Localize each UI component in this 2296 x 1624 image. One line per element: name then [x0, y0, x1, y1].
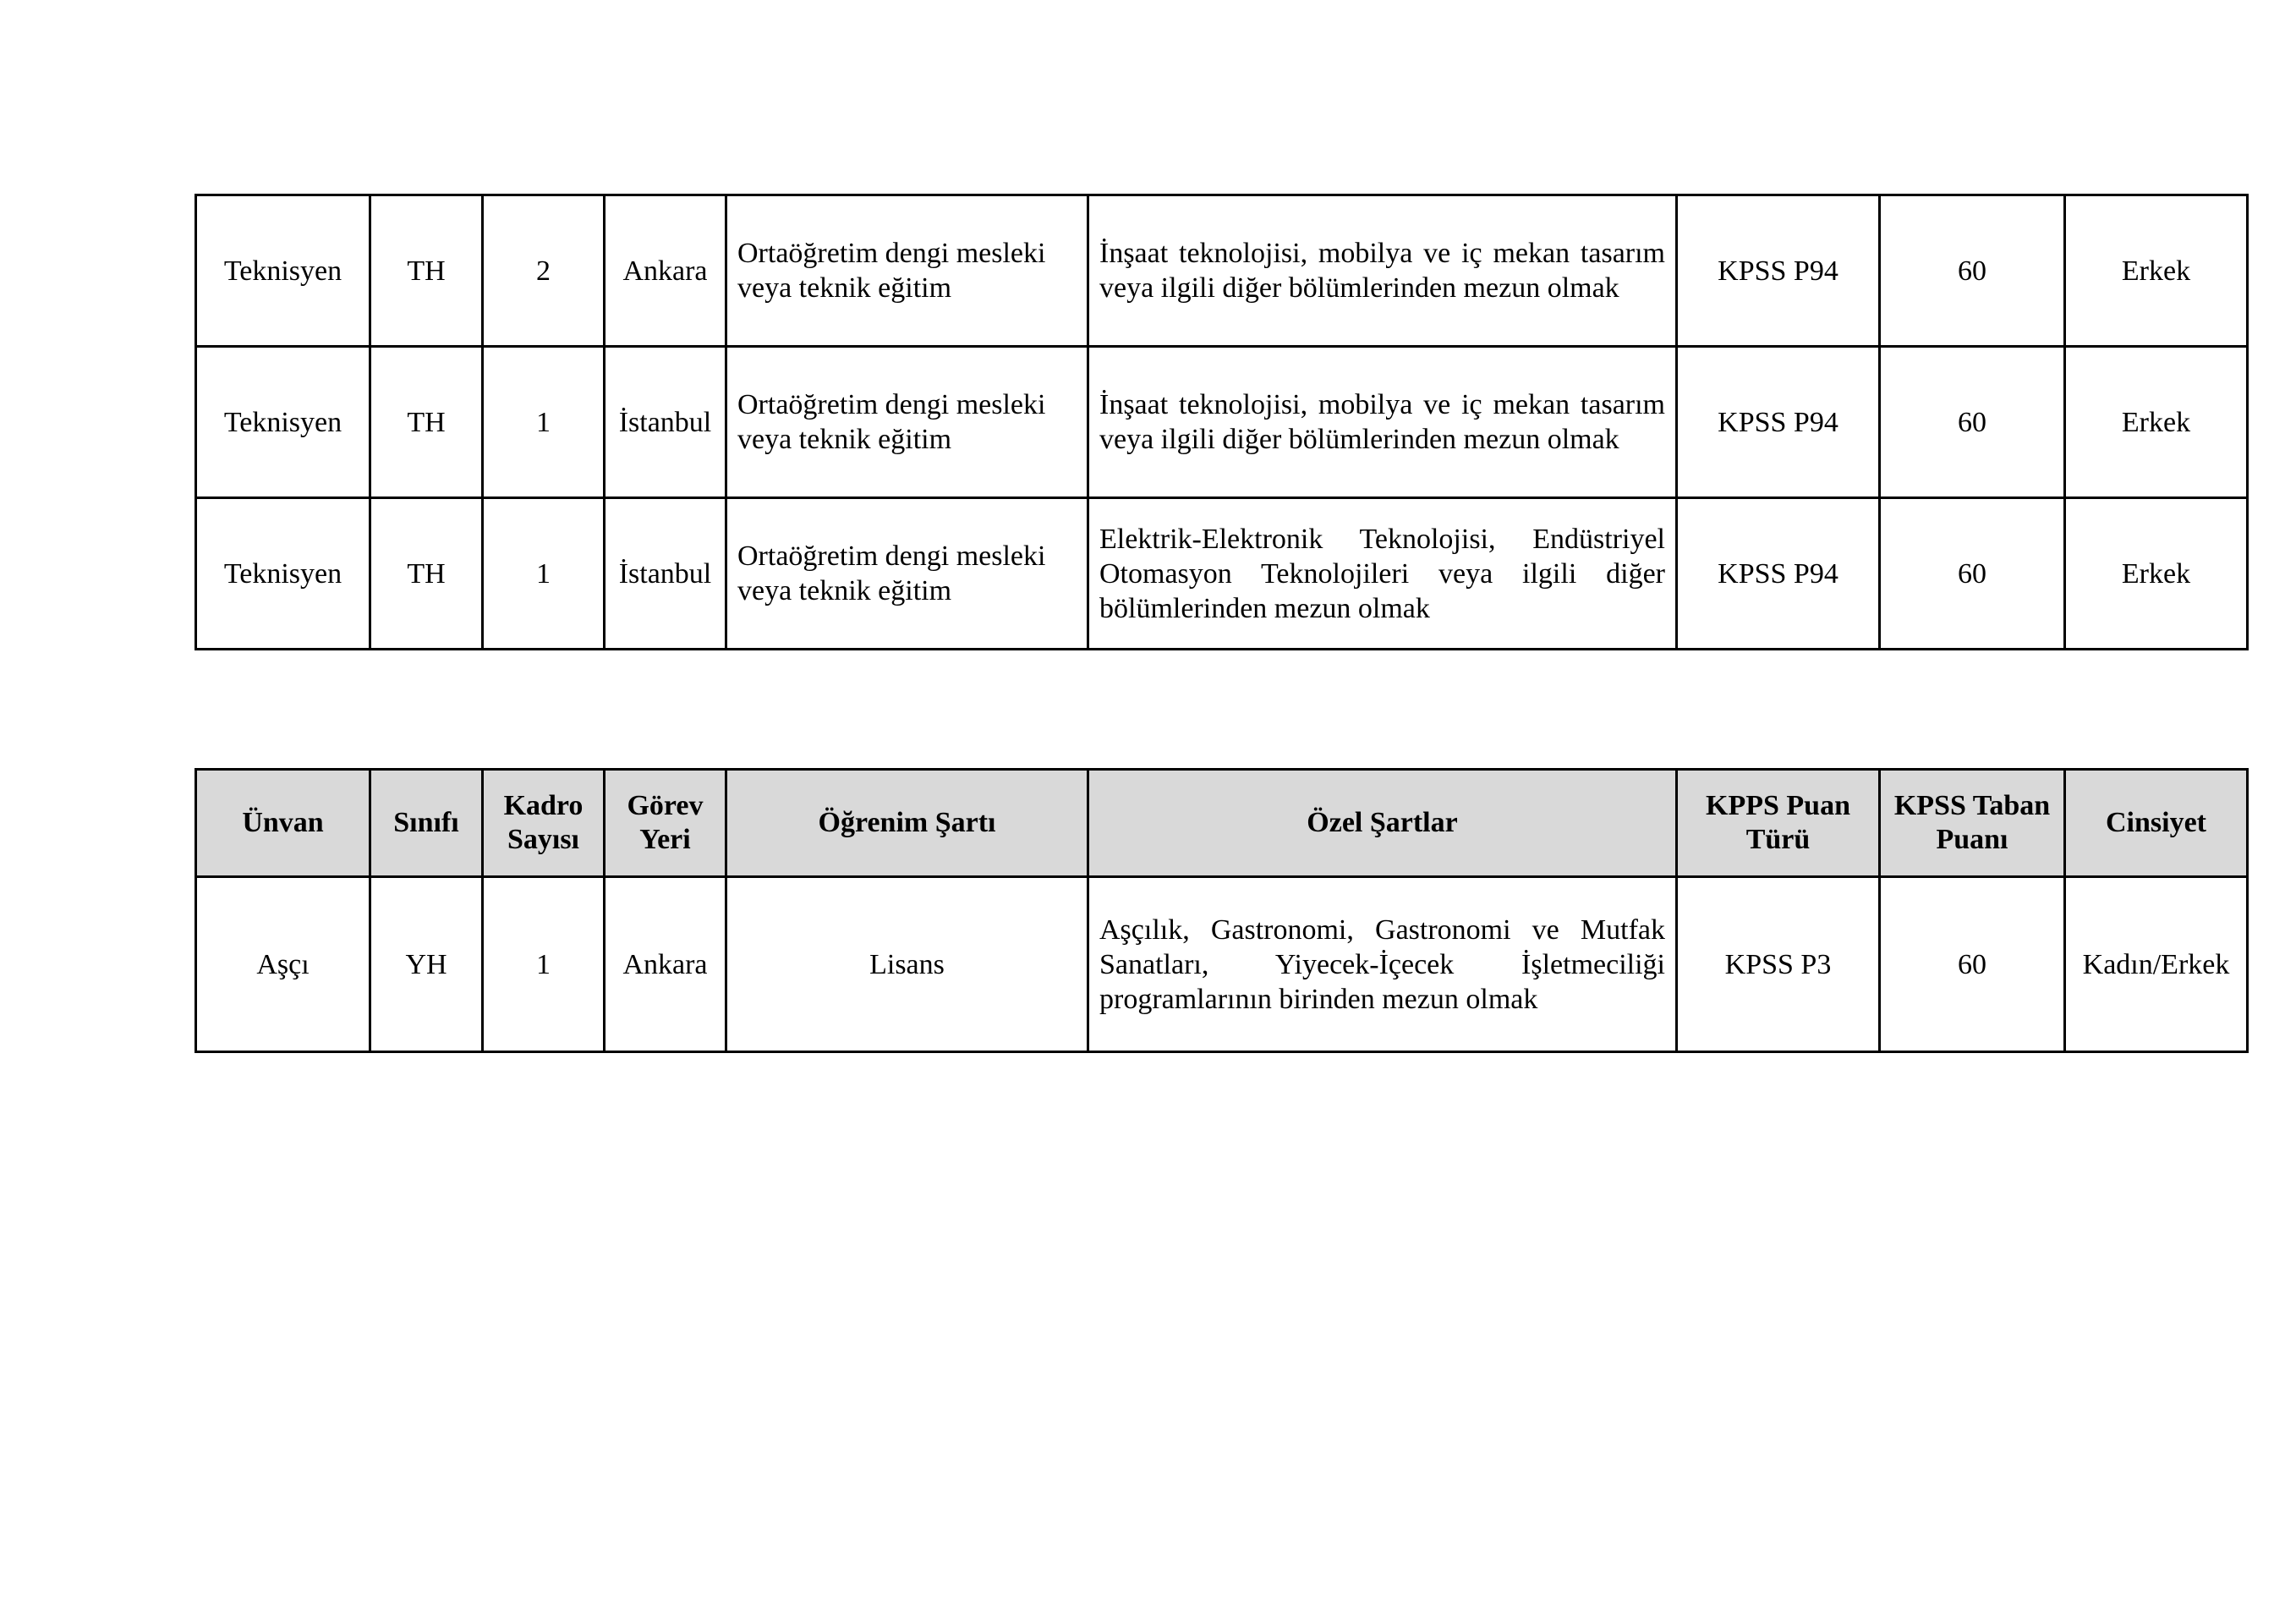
cell-kpss-puan-turu: KPSS P94 — [1677, 347, 1880, 498]
header-kpss-puan-turu: KPPS Puan Türü — [1677, 770, 1880, 877]
cell-ogrenim-sarti: Lisans — [726, 877, 1088, 1052]
cell-kpss-puan-turu: KPSS P94 — [1677, 498, 1880, 650]
cell-kadro-sayisi: 1 — [483, 498, 605, 650]
header-sinifi: Sınıfı — [370, 770, 483, 877]
cell-sinifi: YH — [370, 877, 483, 1052]
cell-kpss-taban-puani: 60 — [1880, 195, 2065, 347]
cell-kadro-sayisi: 2 — [483, 195, 605, 347]
cell-ozel-sartlar: İnşaat teknolojisi, mobilya ve iç mekan tasarım veya ilgili diğer bölümlerinden mezun olmak — [1088, 195, 1677, 347]
table-header-row — [196, 770, 2248, 877]
cell-sinifi: TH — [370, 195, 483, 347]
cell-gorev-yeri: İstanbul — [605, 498, 726, 650]
cell-ogrenim-sarti: Ortaöğretim dengi mesleki veya teknik eğitim — [726, 195, 1088, 347]
cell-unvan: Aşçı — [196, 877, 370, 1052]
cell-gorev-yeri: Ankara — [605, 195, 726, 347]
cell-sinifi: TH — [370, 347, 483, 498]
table-row — [196, 195, 2248, 347]
header-ogrenim-sarti: Öğrenim Şartı — [726, 770, 1088, 877]
header-unvan: Ünvan — [196, 770, 370, 877]
cell-unvan: Teknisyen — [196, 498, 370, 650]
table-row — [196, 498, 2248, 650]
cell-ozel-sartlar: Elektrik-Elektronik Teknolojisi, Endüstriyel Otomasyon Teknolojileri veya ilgili diğer bölümlerinden mezun olmak — [1088, 498, 1677, 650]
header-kadro-sayisi: Kadro Sayısı — [483, 770, 605, 877]
header-kpss-taban-puani: KPSS Taban Puanı — [1880, 770, 2065, 877]
cell-cinsiyet: Kadın/Erkek — [2065, 877, 2248, 1052]
cell-gorev-yeri: İstanbul — [605, 347, 726, 498]
cell-sinifi: TH — [370, 498, 483, 650]
cell-cinsiyet: Erkek — [2065, 347, 2248, 498]
table-row — [196, 347, 2248, 498]
cell-ozel-sartlar: Aşçılık, Gastronomi, Gastronomi ve Mutfak Sanatları, Yiyecek-İçecek İşletmeciliği programlarının birinden mezun olmak — [1088, 877, 1677, 1052]
cell-kadro-sayisi: 1 — [483, 877, 605, 1052]
cell-kpss-taban-puani: 60 — [1880, 347, 2065, 498]
cell-unvan: Teknisyen — [196, 195, 370, 347]
cell-ogrenim-sarti: Ortaöğretim dengi mesleki veya teknik eğitim — [726, 498, 1088, 650]
cell-unvan: Teknisyen — [196, 347, 370, 498]
cell-kadro-sayisi: 1 — [483, 347, 605, 498]
cell-cinsiyet: Erkek — [2065, 195, 2248, 347]
header-gorev-yeri: Görev Yeri — [605, 770, 726, 877]
position-table-asci — [195, 768, 2249, 1053]
cell-ogrenim-sarti: Ortaöğretim dengi mesleki veya teknik eğitim — [726, 347, 1088, 498]
cell-kpss-puan-turu: KPSS P3 — [1677, 877, 1880, 1052]
table-row — [196, 877, 2248, 1052]
cell-ozel-sartlar: İnşaat teknolojisi, mobilya ve iç mekan tasarım veya ilgili diğer bölümlerinden mezun olmak — [1088, 347, 1677, 498]
position-table-teknisyen — [195, 194, 2249, 650]
cell-gorev-yeri: Ankara — [605, 877, 726, 1052]
cell-kpss-puan-turu: KPSS P94 — [1677, 195, 1880, 347]
cell-kpss-taban-puani: 60 — [1880, 498, 2065, 650]
header-ozel-sartlar: Özel Şartlar — [1088, 770, 1677, 877]
cell-cinsiyet: Erkek — [2065, 498, 2248, 650]
header-cinsiyet: Cinsiyet — [2065, 770, 2248, 877]
cell-kpss-taban-puani: 60 — [1880, 877, 2065, 1052]
